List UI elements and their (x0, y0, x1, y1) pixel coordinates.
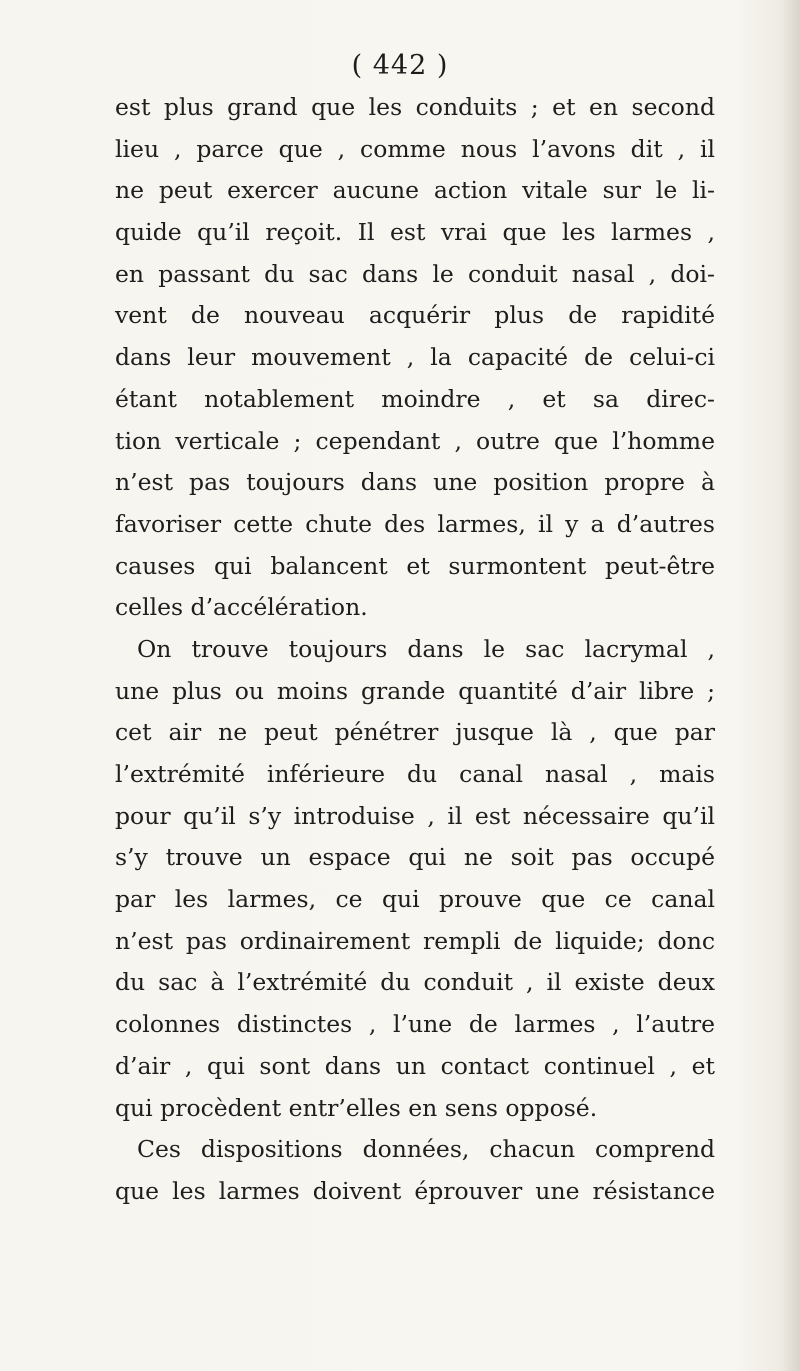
text-line: celles d’accélération. (115, 593, 368, 622)
page-body-text (115, 87, 715, 1213)
text-line: que les larmes doivent éprouver une résistance (115, 1176, 715, 1205)
text-line: s’y trouve un espace qui ne soit pas occupé (115, 843, 715, 872)
text-line: d’air , qui sont dans un contact continuel , et (115, 1051, 715, 1080)
text-line: en passant du sac dans le conduit nasal , doi- (115, 259, 715, 288)
text-line: n’est pas ordinairement rempli de liquide; donc (115, 926, 715, 955)
text-line: favoriser cette chute des larmes, il y a d’autres (115, 509, 715, 538)
text-line: causes qui balancent et surmontent peut-être (115, 551, 715, 580)
text-line: pour qu’il s’y introduise , il est nécessaire qu’il (115, 801, 715, 830)
text-line: On trouve toujours dans le sac lacrymal , (137, 634, 715, 663)
page-edge-shadow (782, 0, 800, 1371)
text-line: vent de nouveau acquérir plus de rapidité (115, 301, 715, 330)
text-line: colonnes distinctes , l’une de larmes , l’autre (115, 1010, 715, 1039)
page-number: ( 442 ) (351, 50, 449, 81)
text-line: quide qu’il reçoit. Il est vrai que les larmes , (115, 218, 715, 247)
text-line: une plus ou moins grande quantité d’air libre ; (115, 676, 715, 705)
text-line: par les larmes, ce qui prouve que ce canal (115, 885, 715, 914)
text-line: tion verticale ; cependant , outre que l’homme (115, 426, 715, 455)
text-line: dans leur mouvement , la capacité de celui-ci (115, 343, 715, 372)
text-line: l’extrémité inférieure du canal nasal , mais (115, 760, 715, 788)
text-line: du sac à l’extrémité du conduit , il existe deux (115, 968, 715, 997)
text-line: lieu , parce que , comme nous l’avons dit , il (115, 134, 715, 163)
text-line: est plus grand que les conduits ; et en second (115, 93, 715, 121)
text-line: n’est pas toujours dans une position propre à (115, 468, 715, 497)
text-line: Ces dispositions données, chacun comprend (137, 1135, 715, 1164)
text-line: cet air ne peut pénétrer jusque là , que par (115, 718, 715, 747)
text-line: qui procèdent entr’elles en sens opposé. (115, 1093, 598, 1122)
text-line: étant notablement moindre , et sa direc- (115, 384, 715, 413)
text-line: ne peut exercer aucune action vitale sur le li- (115, 176, 715, 205)
